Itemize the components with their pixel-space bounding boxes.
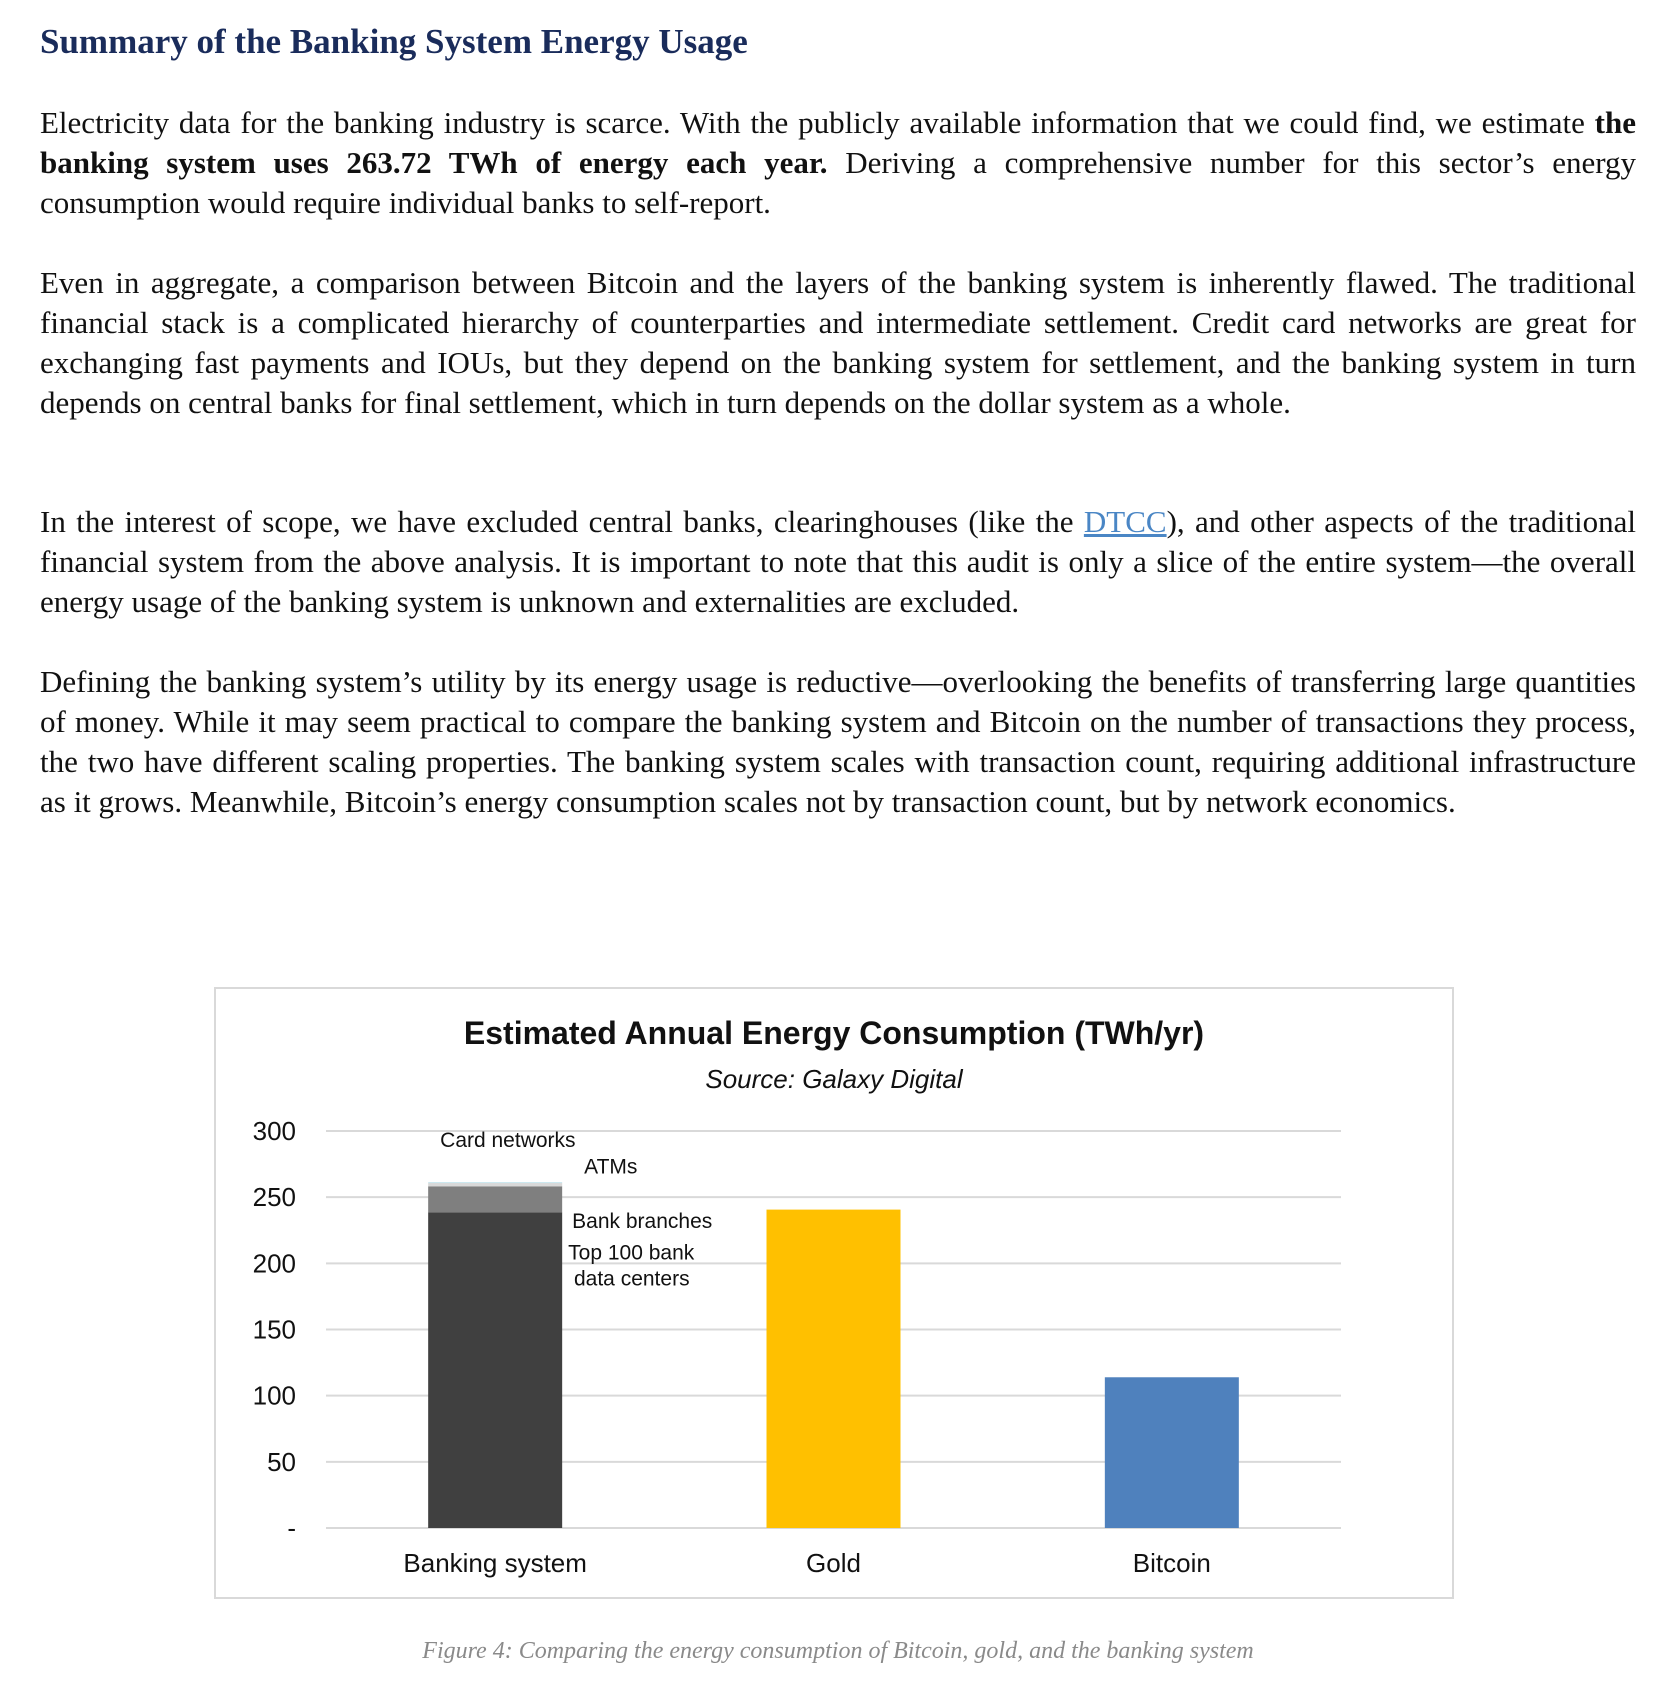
section-heading: Summary of the Banking System Energy Usage	[40, 22, 748, 61]
chart-title: Estimated Annual Energy Consumption (TWh/yr)	[463, 1015, 1205, 1051]
energy-chart	[214, 987, 1454, 1599]
paragraph-1	[40, 103, 1636, 223]
y-axis-ticks	[253, 1116, 296, 1543]
segment-label: Top 100 bank data centers	[568, 1241, 695, 1291]
paragraph-1-text-b: Deriving a comprehensive number for this sector’s energy consumption would require individual banks to self-report.	[40, 145, 1636, 220]
bar-segment	[428, 1182, 562, 1183]
chart-subtitle: Source: Galaxy Digital	[705, 1064, 963, 1094]
bars	[428, 1182, 1239, 1528]
y-tick-label: 300	[252, 1116, 296, 1146]
paragraph-3-text-a: In the interest of scope, we have excluded central banks, clearinghouses (like the	[40, 504, 1084, 539]
bar-segment	[428, 1186, 562, 1212]
y-tick-label: -	[287, 1513, 296, 1543]
y-tick-label: 250	[252, 1182, 296, 1213]
y-tick-label: 150	[252, 1314, 296, 1345]
y-tick-label: 50	[267, 1446, 296, 1477]
paragraph-1-bold: the banking system uses 263.72 TWh of energy each year.	[40, 105, 1636, 180]
bar-segment	[428, 1212, 562, 1528]
segment-label: Card networks	[440, 1128, 576, 1152]
segment-label: ATMs	[584, 1155, 638, 1179]
paragraph-4: Defining the banking system’s utility by its energy usage is reductive—overlooking the benefits of transferring large quantities of money. While it may seem practical to compare the banking system and Bitcoin on the number of transactions they process, the two have different scaling properties. The banking system scales with transaction count, requiring additional infrastructure as it grows. Meanwhile, Bitcoin’s energy consumption scales not by transaction count, but by network economics.	[40, 664, 1636, 819]
paragraph-3-text-b: ), and other aspects of the traditional financial system from the above analysis. It is important to note that this audit is only a slice of the entire system—the overall energy usage of the banking system is unknown and externalities are excluded.	[40, 504, 1636, 619]
bar-segment	[428, 1183, 562, 1186]
bar	[1105, 1377, 1239, 1528]
x-category-label: Banking system	[403, 1548, 587, 1578]
y-tick-label: 200	[252, 1248, 296, 1279]
paragraph-3	[40, 502, 1636, 622]
dtcc-link[interactable]: DTCC	[1083, 504, 1167, 539]
bar	[767, 1210, 901, 1528]
paragraph-1-text-a: Electricity data for the banking industry is scarce. With the publicly available information that we could find, we estimate	[40, 105, 1595, 140]
x-category-label: Gold	[806, 1548, 861, 1578]
x-axis-categories	[403, 1548, 1210, 1578]
x-category-label: Bitcoin	[1132, 1548, 1211, 1578]
segment-label: Bank branches	[572, 1210, 713, 1234]
chart-canvas	[216, 989, 1452, 1597]
paragraph-2: Even in aggregate, a comparison between Bitcoin and the layers of the banking system is inherently flawed. The traditional financial stack is a complicated hierarchy of counterparties and intermediate settlement. Credit card networks are great for exchanging fast payments and IOUs, but they depend on the banking system for settlement, and the banking system in turn depends on central banks for final settlement, which in turn depends on the dollar system as a whole.	[40, 265, 1636, 420]
y-tick-label: 100	[252, 1380, 296, 1411]
figure-caption: Figure 4: Comparing the energy consumption of Bitcoin, gold, and the banking system	[422, 1638, 1254, 1664]
